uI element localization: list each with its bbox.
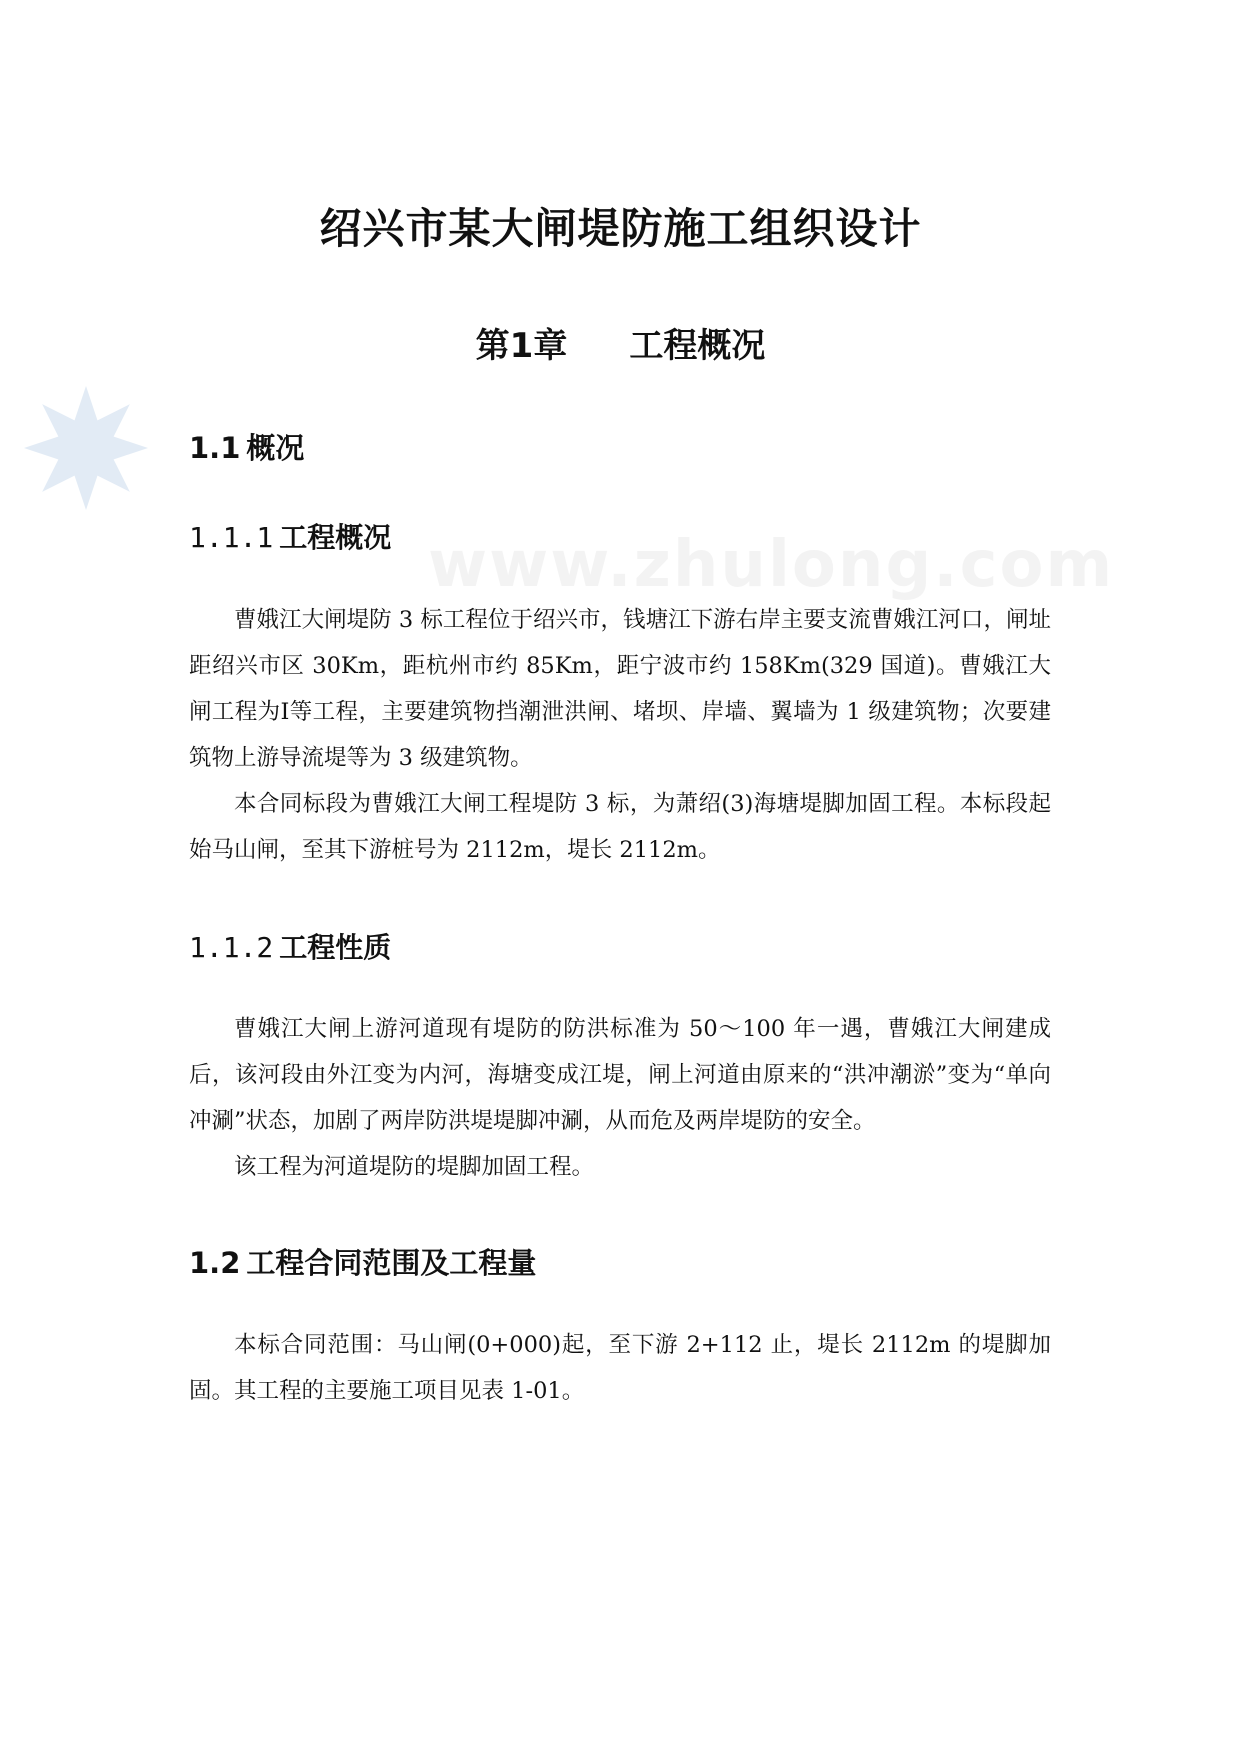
chapter-number: 第1章	[475, 326, 568, 366]
section-title: 工程合同范围及工程量	[246, 1246, 537, 1280]
paragraph-contract-scope: 本标合同范围：马山闸(0+000)起，至下游 2+112 止，堤长 2112m 的堤脚加固。其工程的主要施工项目见表 1-01。	[189, 1332, 1051, 1404]
chapter-title: 工程概况	[629, 326, 766, 366]
paragraph-project-location: 曹娥江大闸堤防 3 标工程位于绍兴市，钱塘江下游右岸主要支流曹娥江河口，闸址距绍兴市区 30Km，距杭州市约 85Km，距宁波市约 158Km(329 国道)。曹娥江大闸工程为Ⅰ等工程，主要建筑物挡潮泄洪闸、堵坝、岸墙、翼墙为 1 级建筑物；次要建筑物上游导流堤等为 3 级建筑物。	[189, 607, 1051, 771]
section-heading-1-1-1	[189, 516, 391, 556]
section-number: 1.1	[189, 431, 241, 465]
section-heading-1-2	[189, 1241, 536, 1282]
section-heading-1-1	[189, 426, 304, 467]
section-heading-1-1-2	[189, 926, 391, 966]
section-number: 1.1.2	[189, 931, 274, 964]
document-title: 绍兴市某大闸堤防施工组织设计	[319, 204, 922, 253]
chapter-heading	[0, 318, 1241, 367]
paragraph-project-type: 该工程为河道堤防的堤脚加固工程。	[234, 1154, 595, 1180]
snowflake-logo-icon	[16, 378, 156, 518]
watermark-text: www.zhulong.com	[428, 528, 1115, 602]
paragraph-contract-section: 本合同标段为曹娥江大闸工程堤防 3 标，为萧绍(3)海塘堤脚加固工程。本标段起始马山闸，至其下游桩号为 2112m，堤长 2112m。	[189, 791, 1051, 863]
section-number: 1.1.1	[189, 521, 274, 554]
section-number: 1.2	[189, 1246, 241, 1280]
section-title: 工程概况	[279, 521, 392, 554]
section-title: 概况	[246, 431, 305, 465]
section-title: 工程性质	[279, 931, 392, 964]
paragraph-project-nature: 曹娥江大闸上游河道现有堤防的防洪标准为 50～100 年一遇，曹娥江大闸建成后，该河段由外江变为内河，海塘变成江堤，闸上河道由原来的“洪冲潮淤”变为“单向冲涮”状态，加剧了两岸防洪堤堤脚冲涮，从而危及两岸堤防的安全。	[189, 1016, 1051, 1134]
